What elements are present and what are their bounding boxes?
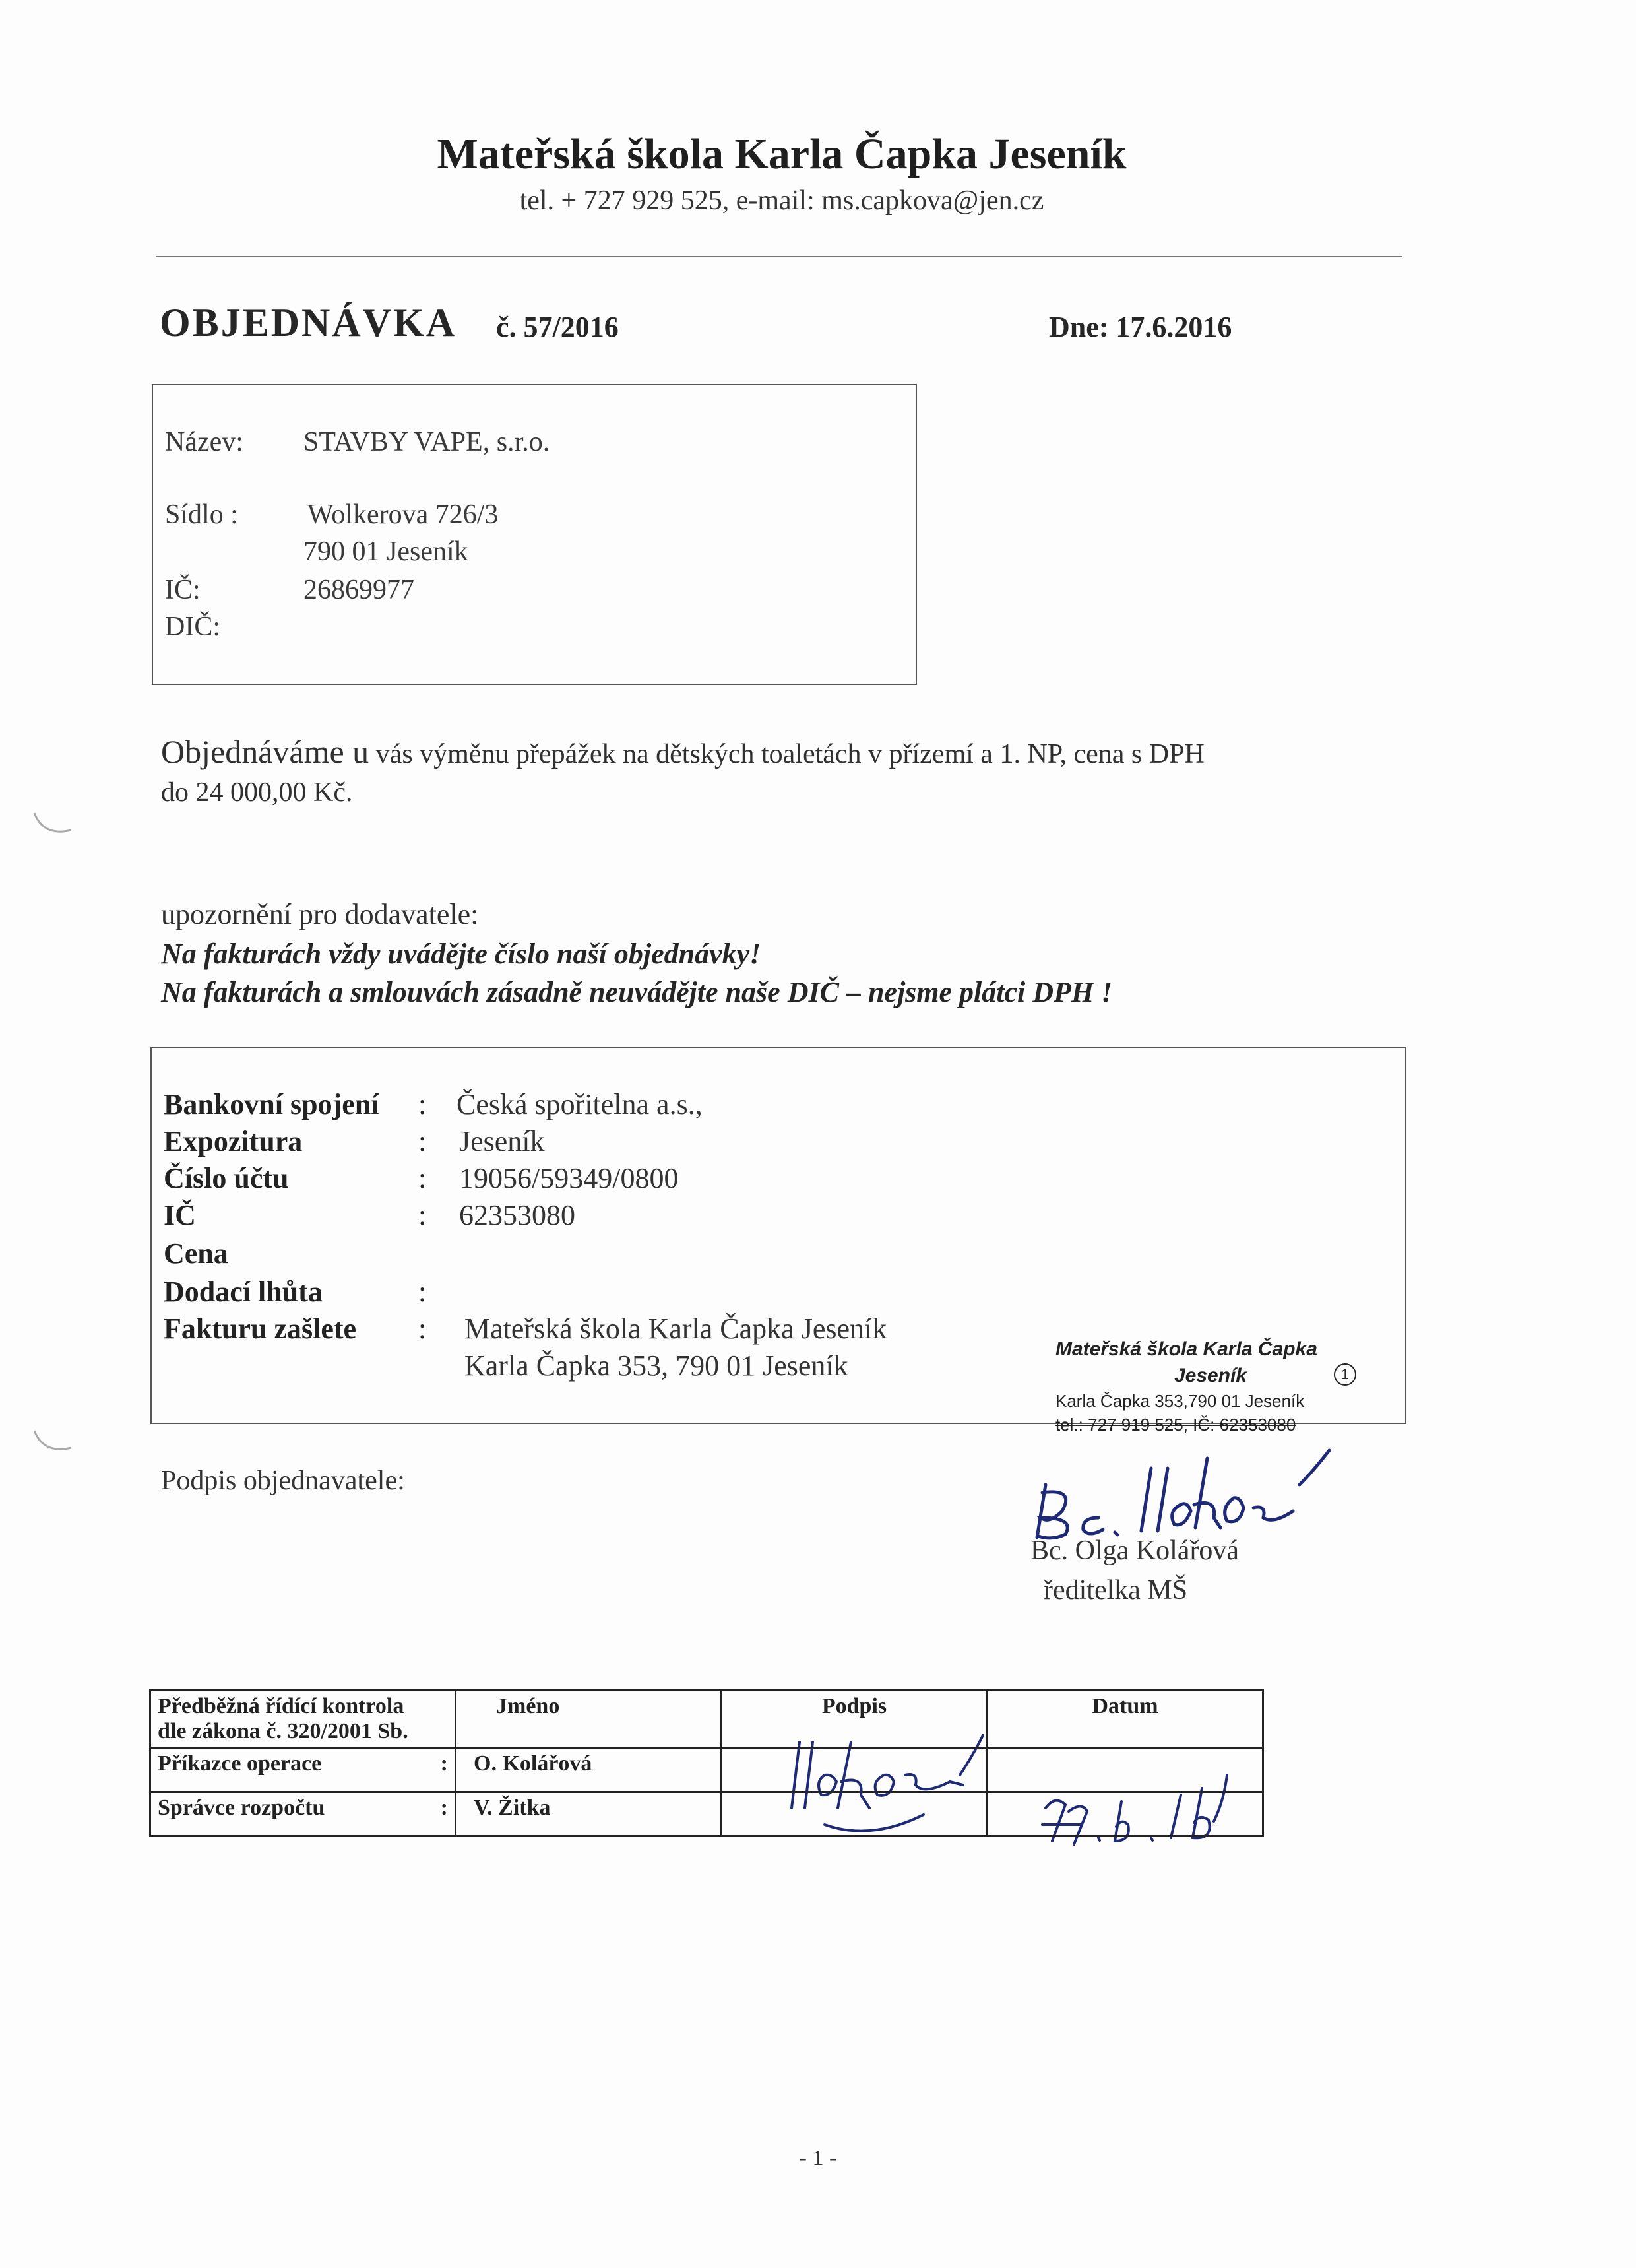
supplier-notice-heading: upozornění pro dodavatele: — [161, 898, 479, 930]
supplier-ic: 26869977 — [303, 575, 414, 605]
price-label: Cena — [164, 1237, 228, 1270]
account-label: Číslo účtu — [164, 1162, 289, 1194]
control-date-cell — [988, 1748, 1263, 1792]
control-role: Správce rozpočtu — [158, 1796, 325, 1820]
account-value: 19056/59349/0800 — [459, 1162, 679, 1194]
control-role-cell — [150, 1748, 456, 1792]
supplier-street: Wolkerova 726/3 — [307, 500, 499, 530]
order-text-1: vás výměnu přepážek na dětských toaletách v přízemí a 1. NP, cena s DPH — [369, 739, 1205, 769]
invoice-label: Fakturu zašlete — [164, 1312, 357, 1345]
control-date-cell — [988, 1792, 1263, 1836]
stamp-line-2: Jeseník — [1174, 1365, 1247, 1386]
control-heading-cell — [150, 1691, 456, 1748]
order-text-2: do 24 000,00 Kč. — [161, 777, 353, 808]
invoice-address-2: Karla Čapka 353, 790 01 Jeseník — [464, 1349, 848, 1382]
branch-value: Jeseník — [459, 1125, 545, 1157]
table-row — [150, 1691, 1263, 1748]
order-date: Dne: 17.6.2016 — [1049, 311, 1232, 343]
signature-label: Podpis objednavatele: — [161, 1466, 405, 1496]
invoice-address-1: Mateřská škola Karla Čapka Jeseník — [464, 1312, 887, 1345]
table-row — [150, 1792, 1263, 1836]
control-colon: : — [440, 1796, 448, 1820]
bank-value: Česká spořitelna a.s., — [456, 1088, 703, 1120]
branch-label: Expozitura — [164, 1125, 303, 1157]
supplier-notice-line-1: Na fakturách vždy uvádějte číslo naší objednávky! — [161, 938, 761, 970]
stamp-address: Karla Čapka 353,790 01 Jeseník — [1055, 1391, 1305, 1411]
control-signature-cell — [722, 1792, 988, 1836]
stamp-contact: tel.: 727 919 525, IČ: 62353080 — [1055, 1415, 1296, 1435]
account-colon: : — [418, 1162, 427, 1194]
supplier-ic-label: IČ: — [165, 575, 201, 605]
order-title: OBJEDNÁVKA — [160, 301, 457, 344]
school-ic-label: IČ — [164, 1199, 196, 1231]
control-name: O. Kolářová — [456, 1748, 722, 1792]
financial-control-table — [149, 1689, 1264, 1837]
delivery-label: Dodací lhůta — [164, 1276, 323, 1308]
school-ic-colon: : — [418, 1199, 427, 1231]
signatory-role: ředitelka MŠ — [1044, 1575, 1188, 1605]
signature-header: Podpis — [722, 1691, 988, 1748]
supplier-name: STAVBY VAPE, s.r.o. — [303, 427, 550, 457]
signatory-name: Bc. Olga Kolářová — [1030, 1536, 1240, 1566]
control-role: Příkazce operace — [158, 1751, 322, 1776]
supplier-notice-line-2: Na fakturách a smlouvách zásadně neuvádějte naše DIČ – nejsme plátci DPH ! — [161, 976, 1113, 1008]
page-number: - 1 - — [799, 2146, 837, 2170]
school-contact: tel. + 727 929 525, e-mail: ms.capkova@jen.cz — [519, 185, 1044, 216]
control-heading-2: dle zákona č. 320/2001 Sb. — [158, 1719, 408, 1743]
control-heading-1: Předběžná řídící kontrola — [158, 1694, 404, 1718]
supplier-dic-label: DIČ: — [165, 612, 220, 642]
stamp-line-1: Mateřská škola Karla Čapka — [1055, 1338, 1317, 1360]
bank-colon: : — [418, 1088, 427, 1120]
supplier-city: 790 01 Jeseník — [303, 536, 468, 567]
supplier-seat-label: Sídlo : — [165, 500, 238, 530]
control-signature-cell — [722, 1748, 988, 1792]
date-header: Datum — [988, 1691, 1263, 1748]
stamp-number: 1 — [1334, 1363, 1356, 1386]
invoice-colon: : — [418, 1312, 427, 1345]
control-colon: : — [440, 1751, 448, 1776]
control-name: V. Žitka — [456, 1792, 722, 1836]
branch-colon: : — [418, 1125, 427, 1157]
school-ic-value: 62353080 — [459, 1199, 575, 1231]
punch-hole-mark — [34, 813, 71, 831]
bank-label: Bankovní spojení — [164, 1088, 379, 1120]
name-header: Jméno — [456, 1691, 722, 1748]
delivery-colon: : — [418, 1276, 427, 1308]
punch-hole-mark — [34, 1431, 71, 1449]
order-lead: Objednáváme u — [161, 733, 369, 770]
school-title: Mateřská škola Karla Čapka Jeseník — [437, 130, 1127, 178]
table-row — [150, 1748, 1263, 1792]
principal-signature — [1037, 1450, 1329, 1538]
control-role-cell — [150, 1792, 456, 1836]
supplier-name-label: Název: — [165, 427, 243, 457]
order-number: č. 57/2016 — [496, 311, 619, 343]
